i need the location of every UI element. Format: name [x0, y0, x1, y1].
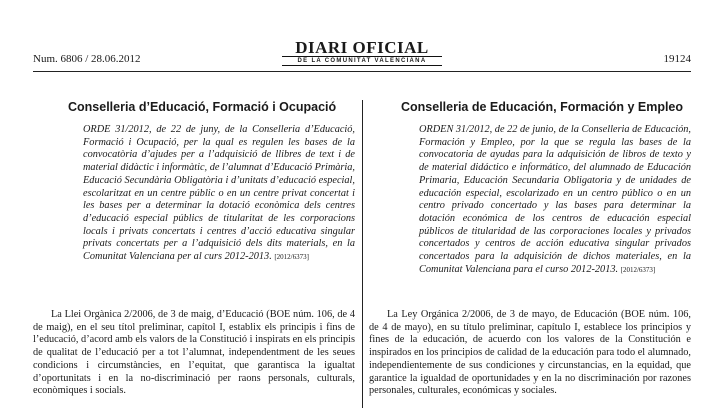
right-body-paragraph: La Ley Orgánica 2/2006, de 3 de mayo, de Educación (BOE núm. 106, de 4 de mayo), en su título preliminar, capítulo I, establece los principios y fines de la educación, de acuerdo con los valores de la Constitución e inspirados en los principios de calidad de la educación para todo el alumnado, independientemente de sus condiciones y circunstancias, en la equidad, que garantice la igualdad de oportunidades y en la no discriminación por razones personales, culturales, económicas y sociales. [369, 309, 691, 397]
page-number: 19124 [663, 53, 691, 65]
left-department-heading: Conselleria d’Educació, Formació i Ocupació [68, 100, 337, 114]
masthead-logo [278, 38, 446, 72]
masthead-title: DIARI OFICIAL [295, 38, 429, 57]
right-column-spanish [369, 100, 691, 397]
left-reference: [2012/6373] [274, 253, 309, 262]
header-divider [33, 71, 691, 72]
right-department-heading: Conselleria de Educación, Formación y Empleo [401, 100, 684, 114]
masthead-subtitle: DE LA COMUNITAT VALENCIANA [297, 58, 427, 64]
column-divider [362, 100, 363, 408]
masthead-rule-top [282, 56, 442, 57]
issue-number-date: Num. 6806 / 28.06.2012 [33, 53, 141, 65]
left-column-valencian [33, 100, 355, 397]
masthead-rule-bottom [282, 65, 442, 66]
right-order-summary [419, 124, 691, 276]
left-order-summary [83, 124, 355, 264]
left-body-paragraph: La Llei Orgànica 2/2006, de 3 de maig, d’Educació (BOE núm. 106, de 4 de maig), en el seu títol preliminar, capítol I, establix els principis i fins de l’educació, d’acord amb els valors de la Constitució i inspirats en els principis de qualitat de l’educació per a tot l’alumnat, independentment de les seues condicions i circumstàncies, en l’equitat, que garantisca la igualtat d’oportunitats i en la no-discriminació per raons personals, culturals, econòmiques i socials. [33, 309, 355, 397]
right-reference: [2012/6373] [620, 265, 656, 274]
right-summary-text: ORDEN 31/2012, de 22 de junio, de la Conselleria de Educación, Formación y Empleo, por la que se regula las bases de la convocatoria de ayudas para la adquisición de libros de texto y de material didáctico e informático, del alumnado de Educación Primaria, Educación Secundaria Obligatoria y de unidades de educación especial, escolarizado en un centro público o en un centro privado concertado y las bases para determinar la dotación económica de los centros de educación especial públicos de titularidad de las corporaciones locales y privados concertados y centros de acción educativa singular privados concertados para la adquisición de dichos materiales, en la Comunitat Valenciana para el curso 2012-2013. [419, 124, 691, 275]
left-summary-text: ORDE 31/2012, de 22 de juny, de la Conselleria d’Educació, Formació i Ocupació, per la qual es regulen les bases de la convocatòria d’ajudes per a l’adquisició de llibres de text i de material didàctic i informàtic, de l’alumnat d’Educació Primària, Educació Secundària Obligatòria i d’unitats d’educació especial, escolaritzat en un centre públic o en un centre privat concertat i les bases per a determinar la dotació econòmica dels centres d’educació especial públics de titularitat de les corporacions locals i privats concertats i centres d’acció educativa singular privats concertats per a l’adquisició dels dits materials, en la Comunitat Valenciana per al curs 2012-2013. [83, 124, 355, 263]
